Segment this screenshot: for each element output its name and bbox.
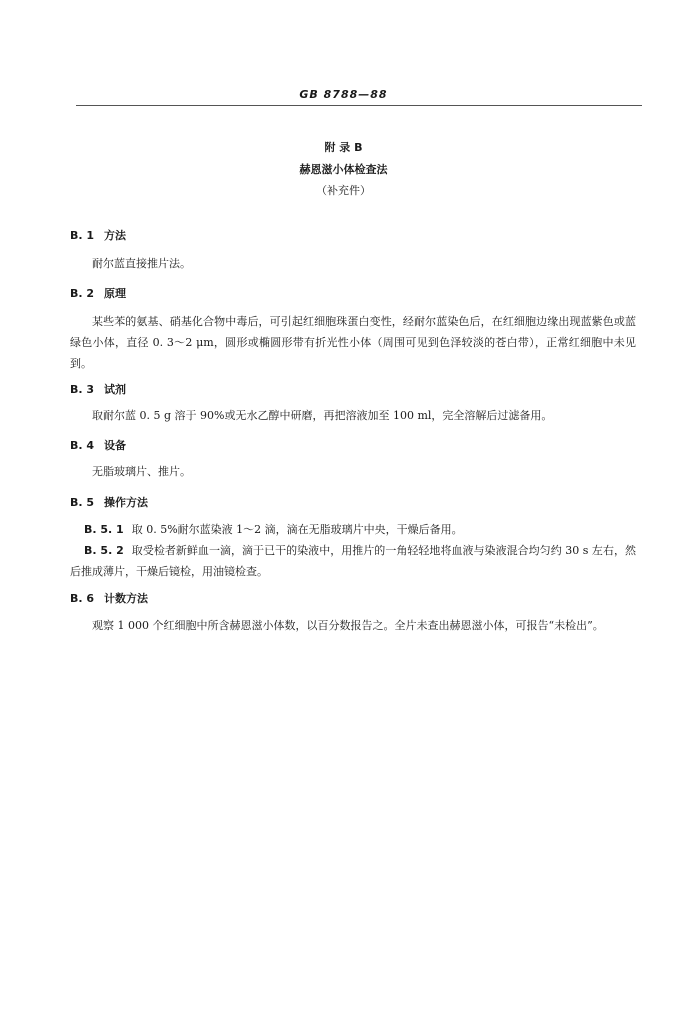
- section-number: B. 3: [70, 383, 95, 396]
- section-body-b3: 取耐尔蓝 0. 5 g 溶于 90%或无水乙醇中研磨，再把溶液加至 100 ml，完全溶解后过滤备用。: [92, 409, 553, 422]
- section-number: B. 1: [70, 229, 95, 242]
- section-title: 操作方法: [104, 496, 148, 509]
- section-number: B. 5: [70, 496, 95, 509]
- section-body-b1: 耐尔蓝直接推片法。: [92, 257, 191, 270]
- appendix-label: 附 录 B: [324, 141, 363, 154]
- section-title: 设备: [104, 439, 126, 452]
- subsection-text: 取 0. 5%耐尔蓝染液 1～2 滴，滴在无脂玻璃片中央，干燥后备用。: [131, 523, 463, 536]
- subsection-b5-2: [70, 540, 636, 582]
- standard-code-header: GB 8788—88: [299, 88, 388, 101]
- section-number: B. 4: [70, 439, 95, 452]
- section-heading-b1: [70, 227, 126, 243]
- section-heading-b4: [70, 437, 126, 453]
- subsection-b5-1: [70, 519, 636, 540]
- appendix-note: （补充件）: [316, 184, 371, 197]
- section-body-b6: 观察 1 000 个红细胞中所含赫恩滋小体数，以百分数报告之。全片未查出赫恩滋小体，可报告“未检出”。: [92, 619, 604, 632]
- subsection-number: B. 5. 2: [84, 544, 124, 557]
- section-heading-b3: [70, 381, 126, 397]
- section-title: 原理: [104, 287, 126, 300]
- appendix-title: 赫恩滋小体检查法: [299, 163, 388, 176]
- subsection-number: B. 5. 1: [84, 523, 124, 536]
- section-heading-b2: [70, 285, 126, 301]
- section-body-b2: 某些苯的氨基、硝基化合物中毒后，可引起红细胞珠蛋白变性，经耐尔蓝染色后，在红细胞边缘出现蓝紫色或蓝绿色小体，直径 0. 3～2 μm，圆形或椭圆形带有折光性小体（周围可见到色泽较淡的苍白带），正常红细胞中未见到。: [70, 315, 636, 370]
- section-heading-b6: [70, 590, 148, 606]
- subsection-text: 取受检者新鲜血一滴，滴于已干的染液中，用推片的一角轻轻地将血液与染液混合均匀约 30 s 左右，然后推成薄片，干燥后镜检，用油镜检查。: [70, 544, 636, 578]
- section-body-b4: 无脂玻璃片、推片。: [92, 465, 191, 478]
- section-title: 方法: [104, 229, 126, 242]
- section-title: 试剂: [104, 383, 126, 396]
- section-number: B. 6: [70, 592, 95, 605]
- header-rule: [76, 105, 642, 106]
- section-number: B. 2: [70, 287, 95, 300]
- section-title: 计数方法: [104, 592, 148, 605]
- section-heading-b5: [70, 494, 148, 510]
